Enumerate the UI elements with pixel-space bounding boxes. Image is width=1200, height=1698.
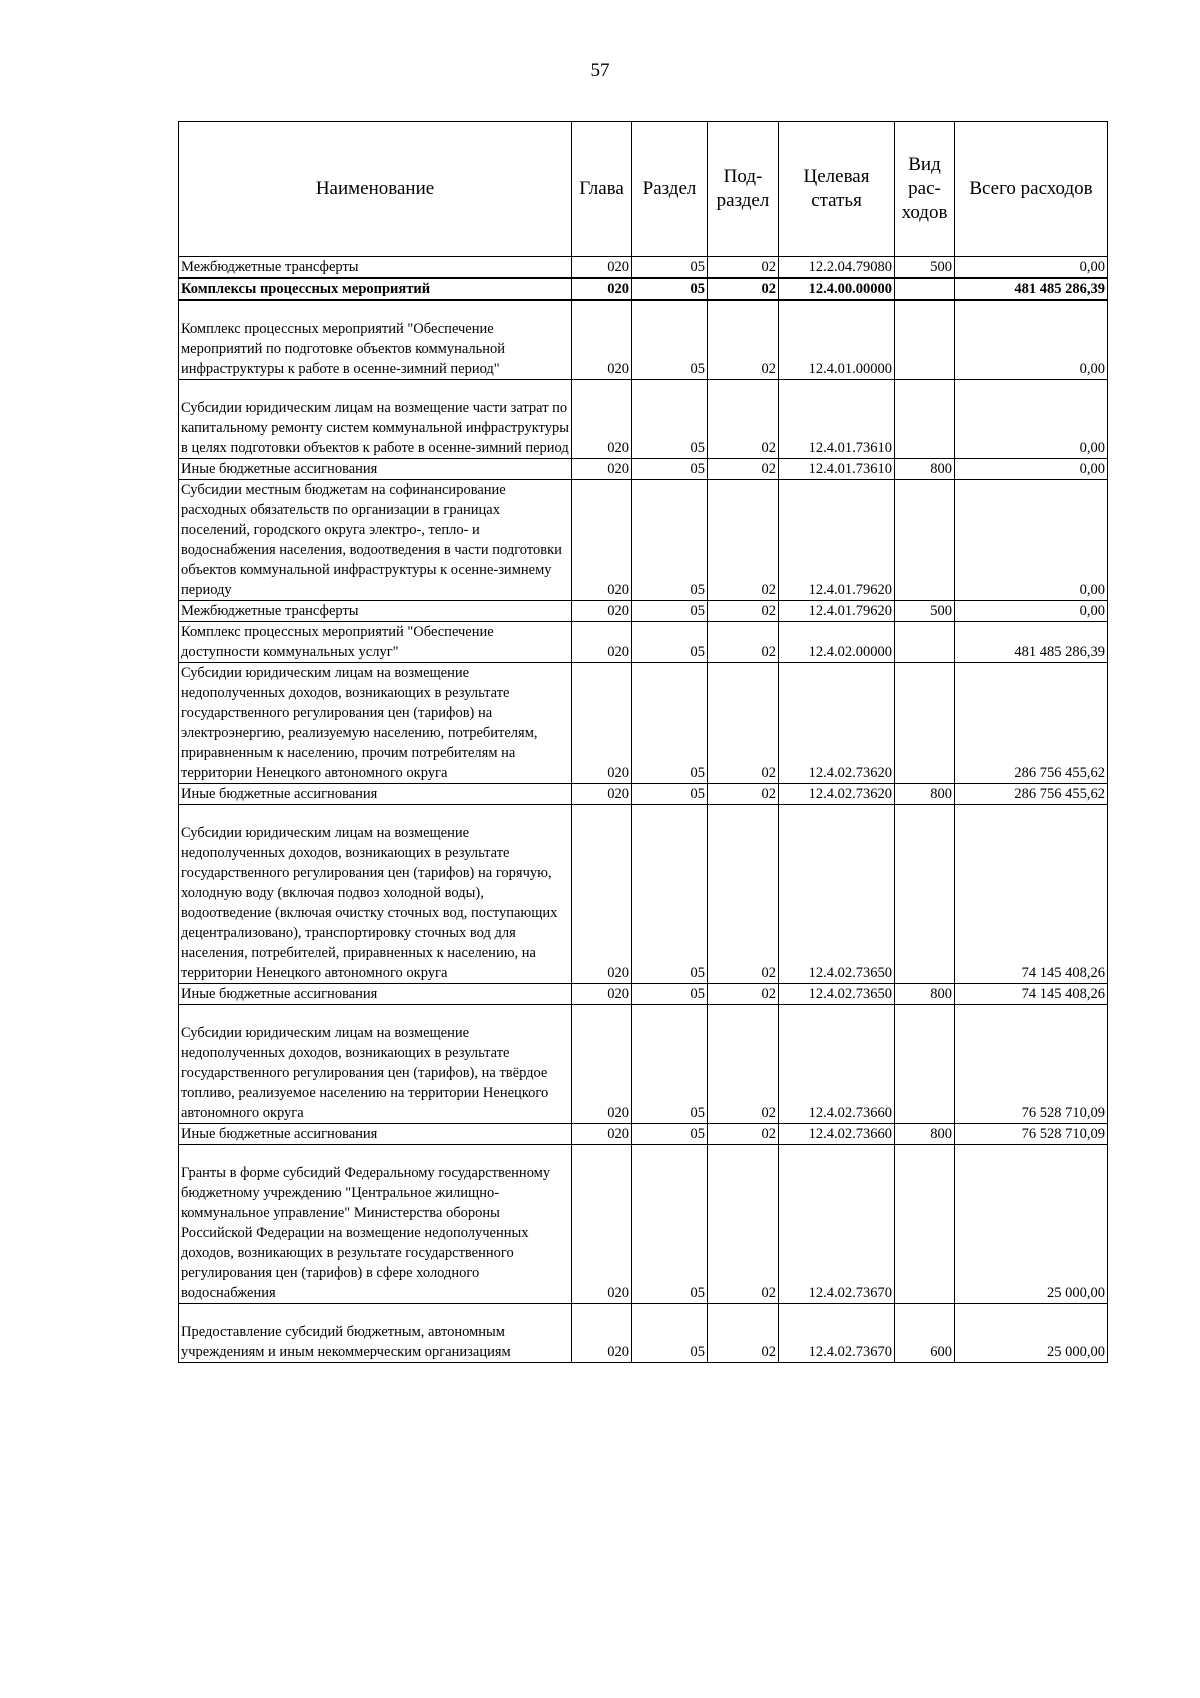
row-podrazdel: 02 (708, 459, 779, 480)
row-name: Иные бюджетные ассигнования (179, 459, 572, 480)
row-celevaya: 12.4.01.73610 (779, 459, 895, 480)
row-celevaya: 12.4.01.00000 (779, 300, 895, 380)
header-celevaya: Целевая статья (779, 122, 895, 257)
row-razdel: 05 (632, 480, 708, 601)
row-razdel: 05 (632, 1005, 708, 1124)
row-name: Гранты в форме субсидий Федеральному государственному бюджетному учреждению "Центральное жилищно-коммунальное управление" Министерства обороны Российской Федерации на возмещение недополученных доходов, возникающих в результате государственного регулирования цен (тарифов) в сфере холодного водоснабжения (179, 1145, 572, 1304)
row-podrazdel: 02 (708, 1005, 779, 1124)
row-total: 286 756 455,62 (955, 663, 1108, 784)
table-row (179, 984, 1108, 1005)
row-name: Иные бюджетные ассигнования (179, 784, 572, 805)
row-celevaya: 12.4.01.79620 (779, 480, 895, 601)
row-glava: 020 (572, 805, 632, 984)
row-podrazdel: 02 (708, 805, 779, 984)
row-podrazdel: 02 (708, 1145, 779, 1304)
table-row (179, 663, 1108, 784)
row-name: Субсидии местным бюджетам на софинансирование расходных обязательств по организации в границах поселений, городского округа электро-, тепло- и водоснабжения населения, водоотведения в части подготовки объектов коммунальной инфраструктуры к осенне-зимнему периоду (179, 480, 572, 601)
row-total: 0,00 (955, 380, 1108, 459)
row-vid: 800 (895, 1124, 955, 1145)
row-total: 76 528 710,09 (955, 1005, 1108, 1124)
row-razdel: 05 (632, 622, 708, 663)
row-razdel: 05 (632, 1304, 708, 1363)
table-row (179, 784, 1108, 805)
page-number: 57 (590, 60, 610, 81)
row-podrazdel: 02 (708, 257, 779, 279)
row-name: Комплекс процессных мероприятий "Обеспечение доступности коммунальных услуг" (179, 622, 572, 663)
row-total: 0,00 (955, 300, 1108, 380)
row-celevaya: 12.4.02.73650 (779, 984, 895, 1005)
row-name: Иные бюджетные ассигнования (179, 1124, 572, 1145)
row-vid: 500 (895, 601, 955, 622)
row-podrazdel: 02 (708, 480, 779, 601)
row-podrazdel: 02 (708, 300, 779, 380)
row-glava: 020 (572, 278, 632, 300)
row-glava: 020 (572, 784, 632, 805)
row-total: 25 000,00 (955, 1304, 1108, 1363)
row-total: 25 000,00 (955, 1145, 1108, 1304)
row-podrazdel: 02 (708, 1304, 779, 1363)
row-vid (895, 278, 955, 300)
row-name: Субсидии юридическим лицам на возмещение недополученных доходов, возникающих в результате государственного регулирования цен (тарифов) на электроэнергию, реализуемую населению, потребителям, приравненным к населению, прочим потребителям на территории Ненецкого автономного округа (179, 663, 572, 784)
row-glava: 020 (572, 257, 632, 279)
row-glava: 020 (572, 380, 632, 459)
row-razdel: 05 (632, 805, 708, 984)
header-podrazdel: Под- раздел (708, 122, 779, 257)
row-vid: 800 (895, 984, 955, 1005)
table-row (179, 1304, 1108, 1363)
row-celevaya: 12.4.02.73620 (779, 663, 895, 784)
row-vid (895, 1145, 955, 1304)
header-total: Всего расходов (955, 122, 1108, 257)
row-vid (895, 380, 955, 459)
row-celevaya: 12.4.02.73670 (779, 1145, 895, 1304)
table-row (179, 257, 1108, 279)
table-row (179, 380, 1108, 459)
row-name: Межбюджетные трансферты (179, 601, 572, 622)
row-celevaya: 12.4.02.73670 (779, 1304, 895, 1363)
row-vid (895, 805, 955, 984)
row-vid (895, 663, 955, 784)
table-row (179, 278, 1108, 300)
row-glava: 020 (572, 300, 632, 380)
row-name: Иные бюджетные ассигнования (179, 984, 572, 1005)
row-total: 286 756 455,62 (955, 784, 1108, 805)
table-row (179, 805, 1108, 984)
row-razdel: 05 (632, 1124, 708, 1145)
row-podrazdel: 02 (708, 1124, 779, 1145)
row-vid: 500 (895, 257, 955, 279)
table-row (179, 1005, 1108, 1124)
row-name: Комплекс процессных мероприятий "Обеспечение мероприятий по подготовке объектов коммунальной инфраструктуры к работе в осенне-зимний период" (179, 300, 572, 380)
table-row (179, 1145, 1108, 1304)
row-razdel: 05 (632, 1145, 708, 1304)
table-header-row (179, 122, 1108, 257)
table-row (179, 622, 1108, 663)
row-podrazdel: 02 (708, 278, 779, 300)
row-total: 0,00 (955, 480, 1108, 601)
row-celevaya: 12.4.02.73620 (779, 784, 895, 805)
row-total: 481 485 286,39 (955, 622, 1108, 663)
row-razdel: 05 (632, 601, 708, 622)
row-podrazdel: 02 (708, 622, 779, 663)
row-glava: 020 (572, 1005, 632, 1124)
row-name: Субсидии юридическим лицам на возмещение недополученных доходов, возникающих в результате государственного регулирования цен (тарифов), на твёрдое топливо, реализуемое населению на территории Ненецкого автономного округа (179, 1005, 572, 1124)
row-celevaya: 12.4.01.73610 (779, 380, 895, 459)
table-row (179, 459, 1108, 480)
row-celevaya: 12.4.02.73650 (779, 805, 895, 984)
row-total: 0,00 (955, 459, 1108, 480)
row-razdel: 05 (632, 380, 708, 459)
row-vid (895, 622, 955, 663)
row-glava: 020 (572, 663, 632, 784)
header-name: Наименование (179, 122, 572, 257)
row-podrazdel: 02 (708, 984, 779, 1005)
row-razdel: 05 (632, 300, 708, 380)
row-glava: 020 (572, 480, 632, 601)
table-row (179, 601, 1108, 622)
row-podrazdel: 02 (708, 663, 779, 784)
row-celevaya: 12.4.00.00000 (779, 278, 895, 300)
row-razdel: 05 (632, 278, 708, 300)
row-total: 74 145 408,26 (955, 805, 1108, 984)
row-vid: 800 (895, 784, 955, 805)
row-total: 0,00 (955, 601, 1108, 622)
row-celevaya: 12.4.02.73660 (779, 1005, 895, 1124)
table-row (179, 300, 1108, 380)
row-celevaya: 12.2.04.79080 (779, 257, 895, 279)
row-glava: 020 (572, 1124, 632, 1145)
row-podrazdel: 02 (708, 380, 779, 459)
row-vid (895, 300, 955, 380)
row-vid: 600 (895, 1304, 955, 1363)
row-razdel: 05 (632, 784, 708, 805)
row-podrazdel: 02 (708, 601, 779, 622)
row-glava: 020 (572, 601, 632, 622)
row-vid (895, 1005, 955, 1124)
header-glava: Глава (572, 122, 632, 257)
row-vid (895, 480, 955, 601)
row-glava: 020 (572, 1304, 632, 1363)
header-razdel: Раздел (632, 122, 708, 257)
row-razdel: 05 (632, 663, 708, 784)
row-razdel: 05 (632, 459, 708, 480)
row-glava: 020 (572, 1145, 632, 1304)
budget-table (178, 121, 1108, 1363)
row-name: Субсидии юридическим лицам на возмещение части затрат по капитальному ремонту систем коммунальной инфраструктуры в целях подготовки объектов к работе в осенне-зимний период (179, 380, 572, 459)
header-vid: Вид рас- ходов (895, 122, 955, 257)
row-name: Межбюджетные трансферты (179, 257, 572, 279)
table-row (179, 1124, 1108, 1145)
row-name: Субсидии юридическим лицам на возмещение недополученных доходов, возникающих в результате государственного регулирования цен (тарифов) на горячую, холодную воду (включая подвоз холодной воды), водоотведение (включая очистку сточных вод, поступающих децентрализовано), транспортировку сточных вод для населения, потребителей, приравненных к населению, на территории Ненецкого автономного округа (179, 805, 572, 984)
row-glava: 020 (572, 459, 632, 480)
row-total: 76 528 710,09 (955, 1124, 1108, 1145)
row-vid: 800 (895, 459, 955, 480)
row-celevaya: 12.4.01.79620 (779, 601, 895, 622)
row-glava: 020 (572, 984, 632, 1005)
row-glava: 020 (572, 622, 632, 663)
row-celevaya: 12.4.02.00000 (779, 622, 895, 663)
row-razdel: 05 (632, 984, 708, 1005)
row-name: Комплексы процессных мероприятий (179, 278, 572, 300)
row-podrazdel: 02 (708, 784, 779, 805)
row-total: 0,00 (955, 257, 1108, 279)
row-name: Предоставление субсидий бюджетным, автономным учреждениям и иным некоммерческим организациям (179, 1304, 572, 1363)
table-row (179, 480, 1108, 601)
row-razdel: 05 (632, 257, 708, 279)
row-total: 74 145 408,26 (955, 984, 1108, 1005)
row-celevaya: 12.4.02.73660 (779, 1124, 895, 1145)
row-total: 481 485 286,39 (955, 278, 1108, 300)
